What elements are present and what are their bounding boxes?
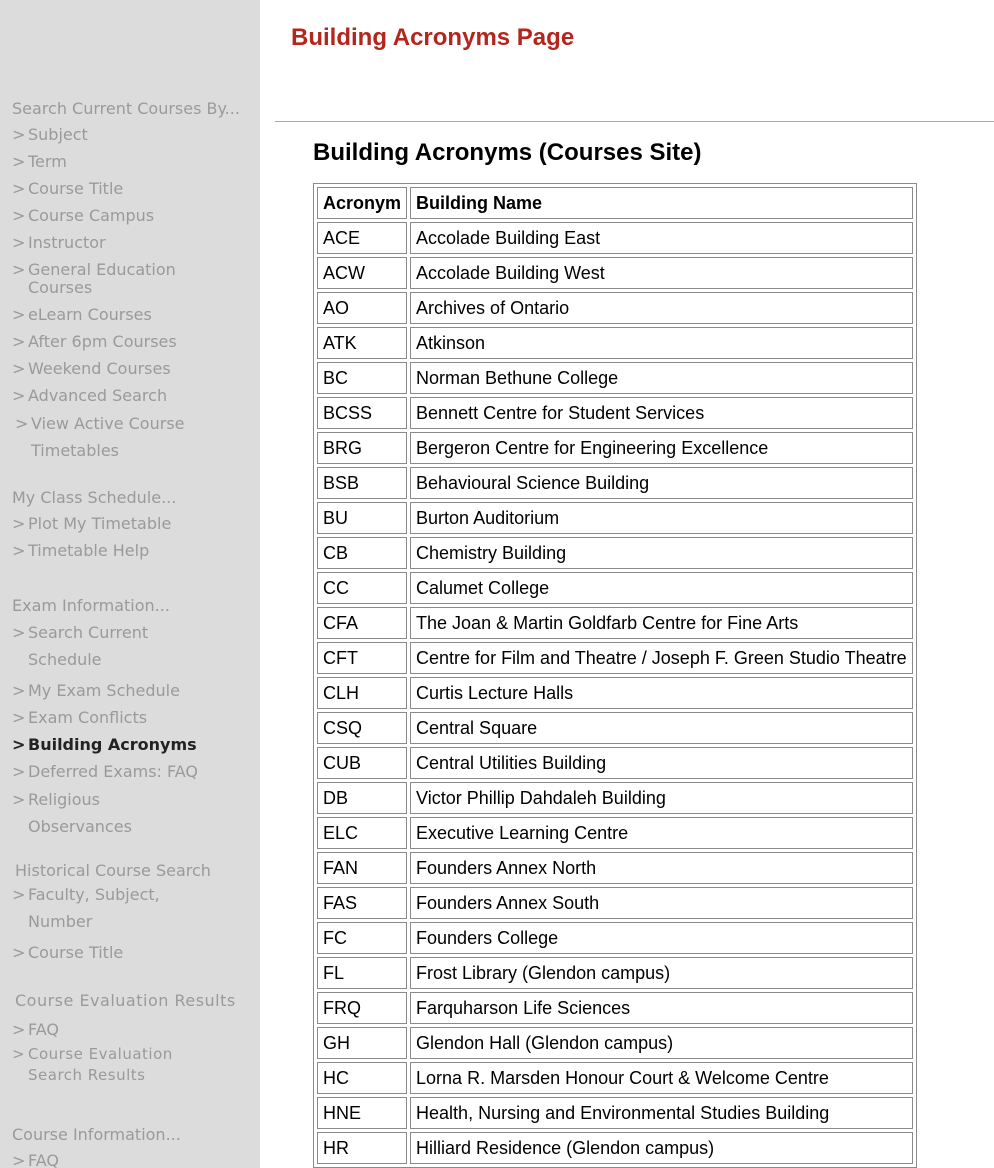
sidebar-link-exam-conflicts[interactable] [12,709,252,727]
sidebar-link-deferred-exams-faq[interactable] [12,763,252,781]
acronym-table-body [317,222,913,1164]
table-row [317,1132,913,1164]
arrow-icon: > [12,735,26,754]
sidebar-link-evaluation-faq[interactable] [12,1021,255,1039]
acronym-cell: CFA [317,607,407,639]
table-row [317,257,913,289]
table-row [317,992,913,1024]
building-name-cell: Accolade Building East [410,222,913,254]
arrow-icon: > [12,790,26,809]
building-name-cell: Archives of Ontario [410,292,913,324]
link-label: Instructor [28,233,106,252]
building-name-cell: Farquharson Life Sciences [410,992,913,1024]
table-row [317,957,913,989]
acronym-cell: CFT [317,642,407,674]
link-label: Search Current Schedule [28,623,149,669]
table-row [317,537,913,569]
sidebar-link-timetable-help[interactable] [12,542,252,560]
arrow-icon: > [12,1151,26,1168]
acronym-cell: ATK [317,327,407,359]
sidebar-link-advanced-search[interactable] [12,387,252,405]
link-label: My Exam Schedule [28,681,180,700]
acronym-cell: AO [317,292,407,324]
arrow-icon: > [12,125,26,144]
table-row [317,502,913,534]
arrow-icon: > [12,332,26,351]
arrow-icon: > [12,233,26,252]
acronym-table [313,183,917,1168]
arrow-icon: > [12,206,26,225]
sidebar-link-term[interactable] [12,153,252,171]
link-label: Plot My Timetable [28,514,172,533]
table-row [317,677,913,709]
acronym-cell: HNE [317,1097,407,1129]
table-row [317,922,913,954]
building-name-cell: Hilliard Residence (Glendon campus) [410,1132,913,1164]
header-divider [275,121,994,122]
section-title: Search Current Courses By... [12,99,240,118]
sidebar-link-plot-timetable[interactable] [12,515,252,533]
arrow-icon: > [12,541,26,560]
table-row [317,572,913,604]
acronym-cell: ACE [317,222,407,254]
sidebar-link-faculty-subject-number[interactable] [12,881,188,935]
sidebar-link-course-campus[interactable] [12,207,252,225]
sidebar-link-elearn[interactable] [12,306,252,324]
left-sidebar [0,0,260,1168]
column-header-building-name: Building Name [410,187,913,219]
link-label: General Education Courses [28,260,176,297]
arrow-icon: > [12,260,26,279]
link-label: Religious Observances [28,790,132,836]
sidebar-section-evaluation [12,991,255,1095]
sidebar-section-schedule [12,488,252,569]
building-name-cell: Frost Library (Glendon campus) [410,957,913,989]
building-name-cell: Curtis Lecture Halls [410,677,913,709]
table-row [317,817,913,849]
table-row [317,362,913,394]
table-row [317,607,913,639]
sidebar-link-evaluation-search[interactable] [12,1044,203,1086]
building-name-cell: Burton Auditorium [410,502,913,534]
sidebar-section-search [12,99,252,473]
acronym-cell: CSQ [317,712,407,744]
table-row [317,747,913,779]
link-label: FAQ [28,1151,59,1168]
link-label: Advanced Search [28,386,168,405]
acronym-cell: GH [317,1027,407,1059]
sidebar-link-search-current-schedule[interactable] [12,619,178,673]
table-row [317,642,913,674]
table-row [317,432,913,464]
acronym-cell: FAS [317,887,407,919]
link-label: Course Title [28,179,124,198]
building-name-cell: Founders Annex South [410,887,913,919]
link-label: FAQ [28,1020,59,1039]
page-title: Building Acronyms Page [291,24,575,51]
acronym-cell: BRG [317,432,407,464]
arrow-icon: > [12,681,26,700]
building-name-cell: Executive Learning Centre [410,817,913,849]
arrow-icon: > [12,359,26,378]
link-label: Faculty, Subject, Number [28,885,160,931]
building-name-cell: Bergeron Centre for Engineering Excellence [410,432,913,464]
building-name-cell: Founders Annex North [410,852,913,884]
acronym-cell: ACW [317,257,407,289]
arrow-icon: > [12,885,26,904]
sidebar-link-general-education[interactable] [12,261,198,297]
arrow-icon: > [12,623,26,642]
sidebar-section-exam [12,596,252,849]
acronym-cell: CUB [317,747,407,779]
table-row [317,467,913,499]
building-name-cell: Central Utilities Building [410,747,913,779]
acronym-cell: CC [317,572,407,604]
table-row [317,222,913,254]
acronym-cell: HC [317,1062,407,1094]
table-row [317,1062,913,1094]
section-title: My Class Schedule... [12,488,177,507]
table-row [317,1027,913,1059]
building-name-cell: Glendon Hall (Glendon campus) [410,1027,913,1059]
acronym-cell: FRQ [317,992,407,1024]
sidebar-section-info [12,1125,252,1168]
building-name-cell: Health, Nursing and Environmental Studies Building [410,1097,913,1129]
sidebar-link-info-faq[interactable] [12,1152,252,1168]
sidebar-link-instructor[interactable] [12,234,252,252]
building-name-cell: Accolade Building West [410,257,913,289]
table-row [317,327,913,359]
table-row [317,887,913,919]
arrow-icon: > [12,943,26,962]
arrow-icon: > [12,1020,26,1039]
link-label: Exam Conflicts [28,708,148,727]
acronym-cell: DB [317,782,407,814]
acronym-cell: BCSS [317,397,407,429]
building-name-cell: The Joan & Martin Goldfarb Centre for Fine Arts [410,607,913,639]
acronym-cell: FC [317,922,407,954]
table-row [317,397,913,429]
link-label: eLearn Courses [28,305,152,324]
table-row [317,852,913,884]
building-name-cell: Norman Bethune College [410,362,913,394]
link-label: Subject [28,125,88,144]
arrow-icon: > [15,414,29,433]
acronym-cell: BU [317,502,407,534]
sidebar-link-active-timetables[interactable] [12,410,211,464]
table-row [317,712,913,744]
link-label: Deferred Exams: FAQ [28,762,199,781]
link-label: Weekend Courses [28,359,171,378]
link-label: Building Acronyms [28,735,197,754]
section-title: Historical Course Search [15,861,211,880]
building-name-cell: Behavioural Science Building [410,467,913,499]
acronym-cell: CB [317,537,407,569]
acronym-cell: HR [317,1132,407,1164]
arrow-icon: > [12,762,26,781]
table-row [317,782,913,814]
sidebar-link-historical-course-title[interactable] [12,944,255,962]
building-name-cell: Calumet College [410,572,913,604]
building-name-cell: Atkinson [410,327,913,359]
sidebar-link-building-acronyms[interactable] [12,736,252,754]
building-name-cell: Victor Phillip Dahdaleh Building [410,782,913,814]
sidebar-link-subject[interactable] [12,126,252,144]
acronym-cell: BC [317,362,407,394]
link-label: Course Evaluation Search Results [28,1045,173,1084]
arrow-icon: > [12,305,26,324]
link-label: Course Campus [28,206,155,225]
link-label: Timetable Help [28,541,150,560]
acronym-cell: CLH [317,677,407,709]
sidebar-section-historical [12,861,255,971]
table-header-row [317,187,913,219]
arrow-icon: > [12,179,26,198]
sidebar-link-after-6pm[interactable] [12,333,252,351]
building-name-cell: Lorna R. Marsden Honour Court & Welcome Centre [410,1062,913,1094]
section-title: Exam Information... [12,596,170,615]
table-row [317,1097,913,1129]
sidebar-link-weekend[interactable] [12,360,252,378]
section-heading: Building Acronyms (Courses Site) [313,139,702,166]
section-title: Course Information... [12,1125,181,1144]
link-label: Course Title [28,943,124,962]
acronym-cell: ELC [317,817,407,849]
arrow-icon: > [12,708,26,727]
building-name-cell: Central Square [410,712,913,744]
table-row [317,292,913,324]
arrow-icon: > [12,1045,26,1063]
sidebar-link-course-title[interactable] [12,180,252,198]
acronym-cell: FAN [317,852,407,884]
arrow-icon: > [12,514,26,533]
column-header-acronym: Acronym [317,187,407,219]
building-name-cell: Centre for Film and Theatre / Joseph F. Green Studio Theatre [410,642,913,674]
sidebar-link-my-exam-schedule[interactable] [12,682,252,700]
section-title: Course Evaluation Results [15,991,236,1010]
building-name-cell: Chemistry Building [410,537,913,569]
arrow-icon: > [12,152,26,171]
building-name-cell: Bennett Centre for Student Services [410,397,913,429]
building-name-cell: Founders College [410,922,913,954]
arrow-icon: > [12,386,26,405]
sidebar-link-religious-observances[interactable] [12,786,168,840]
acronym-cell: BSB [317,467,407,499]
link-label: Term [28,152,67,171]
acronym-cell: FL [317,957,407,989]
link-label: View Active Course Timetables [31,414,185,460]
link-label: After 6pm Courses [28,332,177,351]
